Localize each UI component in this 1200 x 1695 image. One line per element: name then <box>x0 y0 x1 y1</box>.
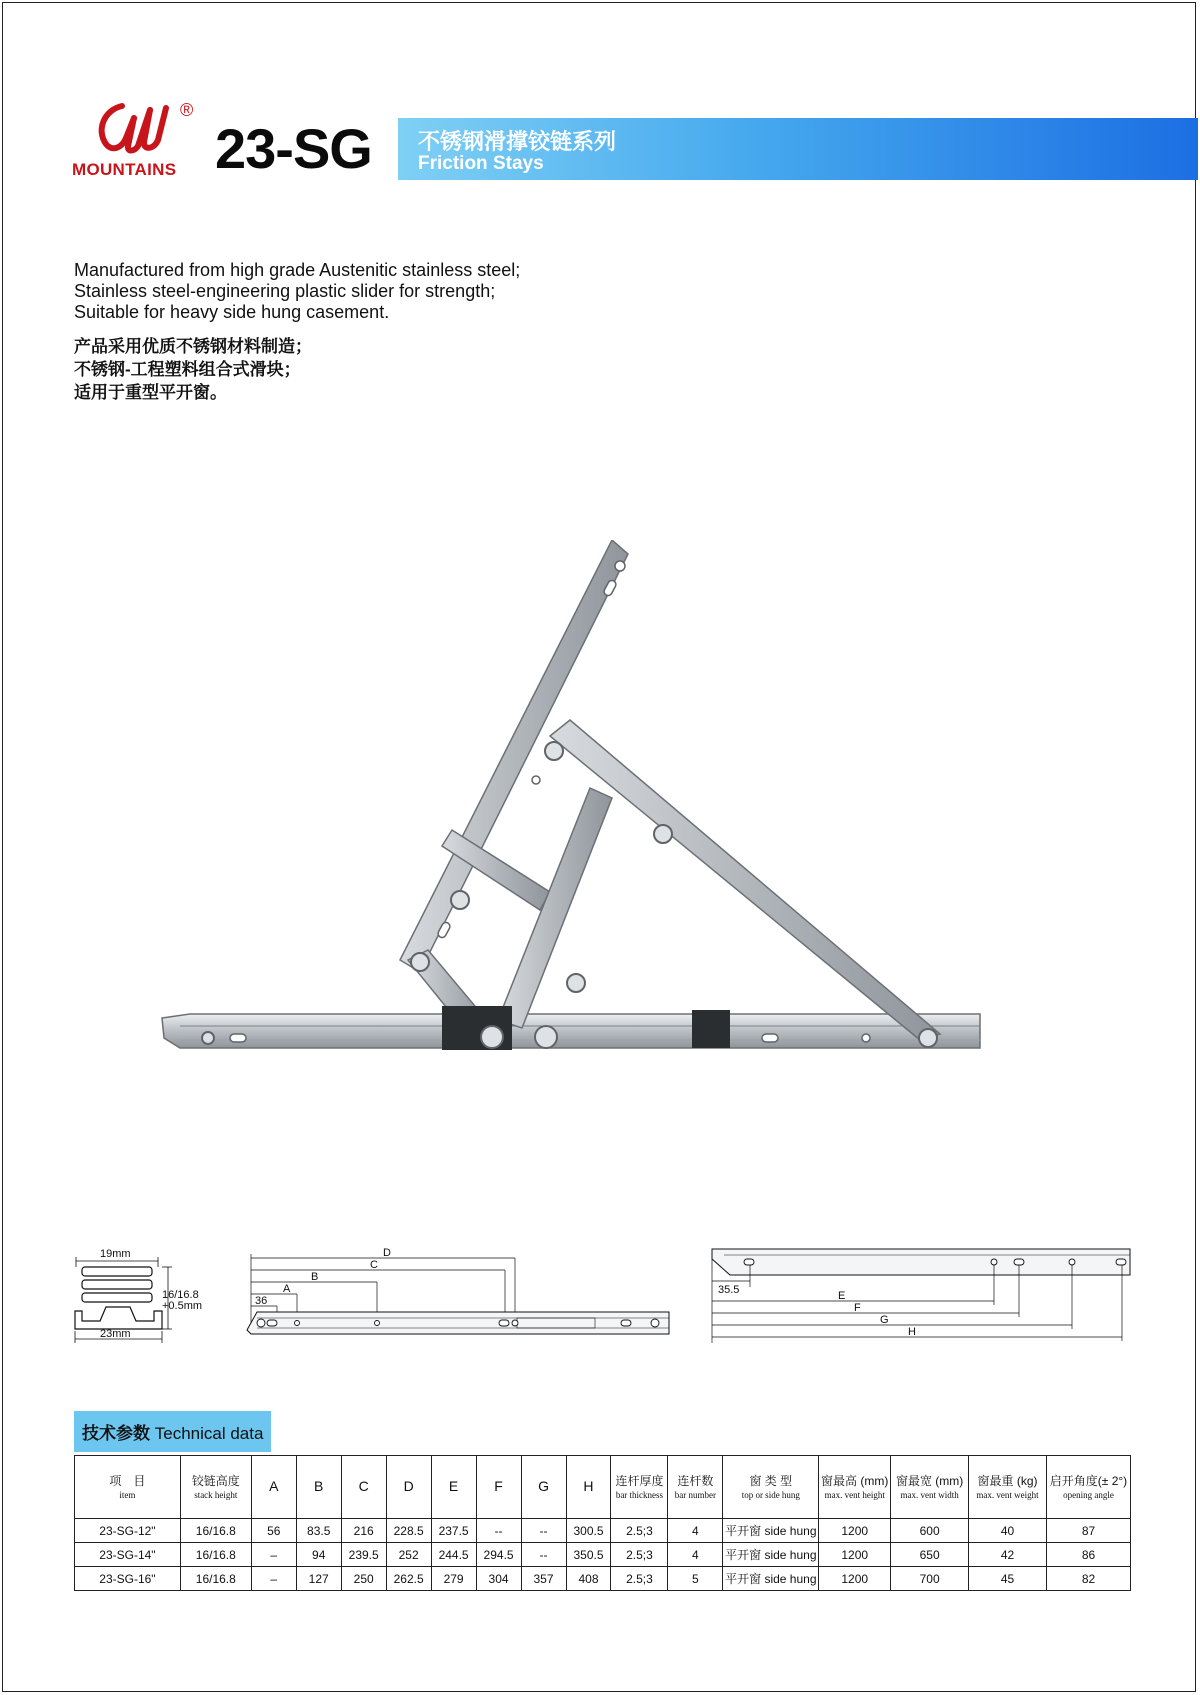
table-cell: 279 <box>431 1567 476 1591</box>
table-cell: 16/16.8 <box>180 1567 251 1591</box>
friction-stay-illustration <box>150 540 990 1080</box>
col-header-max-width: 窗最宽 (mm) max. vent width <box>891 1456 969 1519</box>
table-cell: -- <box>521 1543 566 1567</box>
table-cell: 87 <box>1046 1519 1130 1543</box>
profile-bottom-width: 23mm <box>100 1328 131 1340</box>
table-cell: 2.5;3 <box>611 1543 668 1567</box>
table-cell: 94 <box>296 1543 341 1567</box>
table-cell: 1200 <box>819 1567 891 1591</box>
col-header-hung-type: 窗 类 型 top or side hung <box>723 1456 819 1519</box>
table-cell: 40 <box>969 1519 1047 1543</box>
dim-label-c: C <box>370 1259 378 1271</box>
table-cell: 2.5;3 <box>611 1567 668 1591</box>
table-cell: -- <box>521 1519 566 1543</box>
description-line: Stainless steel-engineering plastic slider for strength; <box>74 281 496 301</box>
table-cell: 127 <box>296 1567 341 1591</box>
table-cell: 650 <box>891 1543 969 1567</box>
table-row <box>75 1543 1131 1567</box>
table-cell: -- <box>476 1519 521 1543</box>
table-cell: 300.5 <box>566 1519 611 1543</box>
table-cell: 平开窗 side hung <box>723 1543 819 1567</box>
profile-height-line1: 16/16.8 <box>162 1289 199 1301</box>
profile-height-line2: +0.5mm <box>162 1300 203 1312</box>
table-cell: 23-SG-16" <box>75 1567 181 1591</box>
table-header-row <box>75 1456 1131 1519</box>
registered-mark: ® <box>180 100 194 120</box>
table-row <box>75 1567 1131 1591</box>
model-number: 23-SG <box>215 117 372 180</box>
table-cell: 2.5;3 <box>611 1519 668 1543</box>
col-header-item: 项 目 item <box>75 1456 181 1519</box>
col-header-f: F <box>476 1456 521 1519</box>
track-dimension-drawing <box>245 1248 675 1338</box>
table-cell: – <box>251 1543 296 1567</box>
technical-title-en: Technical data <box>154 1424 264 1443</box>
description-line: Manufactured from high grade Austenitic stainless steel; <box>74 260 521 280</box>
table-cell: 5 <box>668 1567 723 1591</box>
table-cell: 23-SG-14" <box>75 1543 181 1567</box>
col-header-a: A <box>251 1456 296 1519</box>
table-cell: 600 <box>891 1519 969 1543</box>
table-cell: 700 <box>891 1567 969 1591</box>
table-cell: 平开窗 side hung <box>723 1519 819 1543</box>
col-header-stack-height: 铰链高度 stack height <box>180 1456 251 1519</box>
table-cell: 294.5 <box>476 1543 521 1567</box>
table-cell: 4 <box>668 1519 723 1543</box>
table-cell: 250 <box>341 1567 386 1591</box>
banner-title-cn: 不锈钢滑撑铰链系列 <box>418 129 617 154</box>
brand-name: MOUNTAINS <box>72 160 177 179</box>
description-line: 产品采用优质不锈钢材料制造； <box>74 337 312 356</box>
table-cell: 244.5 <box>431 1543 476 1567</box>
table-row <box>75 1519 1131 1543</box>
table-cell: 408 <box>566 1567 611 1591</box>
table-cell: 1200 <box>819 1519 891 1543</box>
technical-data-title <box>74 1411 271 1452</box>
table-cell: 239.5 <box>341 1543 386 1567</box>
table-cell: 4 <box>668 1543 723 1567</box>
table-cell: 216 <box>341 1519 386 1543</box>
dim-label-d: D <box>383 1248 391 1259</box>
dim-label-b: B <box>311 1271 319 1283</box>
technical-data-table <box>74 1455 1131 1591</box>
description-line: Suitable for heavy side hung casement. <box>74 302 390 322</box>
table-cell: 42 <box>969 1543 1047 1567</box>
dim-label-36: 36 <box>255 1295 268 1307</box>
table-cell: – <box>251 1567 296 1591</box>
table-cell: 16/16.8 <box>180 1519 251 1543</box>
col-header-b: B <box>296 1456 341 1519</box>
dim-label-f: F <box>854 1302 861 1314</box>
table-cell: 252 <box>386 1543 431 1567</box>
banner-title-en: Friction Stays <box>418 153 544 174</box>
col-header-bar-number: 连杆数 bar number <box>668 1456 723 1519</box>
table-cell: 平开窗 side hung <box>723 1567 819 1591</box>
table-cell: 357 <box>521 1567 566 1591</box>
description-en <box>74 260 520 323</box>
table-cell: 1200 <box>819 1543 891 1567</box>
table-cell: 86 <box>1046 1543 1130 1567</box>
table-cell: 56 <box>251 1519 296 1543</box>
col-header-d: D <box>386 1456 431 1519</box>
description-line: 适用于重型平开窗。 <box>74 383 227 402</box>
col-header-max-height: 窗最高 (mm) max. vent height <box>819 1456 891 1519</box>
col-header-bar-thickness: 连杆厚度 bar thickness <box>611 1456 668 1519</box>
table-cell: 304 <box>476 1567 521 1591</box>
technical-title-cn: 技术参数 <box>82 1424 150 1443</box>
table-cell: 350.5 <box>566 1543 611 1567</box>
table-cell: 83.5 <box>296 1519 341 1543</box>
profile-top-width: 19mm <box>100 1248 131 1260</box>
dim-label-35-5: 35.5 <box>718 1284 740 1296</box>
title-banner <box>398 118 1198 180</box>
col-header-g: G <box>521 1456 566 1519</box>
table-cell: 23-SG-12" <box>75 1519 181 1543</box>
col-header-c: C <box>341 1456 386 1519</box>
dim-label-h: H <box>908 1326 916 1338</box>
table-cell: 82 <box>1046 1567 1130 1591</box>
table-cell: 262.5 <box>386 1567 431 1591</box>
dim-label-e: E <box>838 1290 846 1302</box>
col-header-h: H <box>566 1456 611 1519</box>
mountains-logo <box>72 100 202 182</box>
dim-label-a: A <box>283 1283 291 1295</box>
arm-dimension-drawing <box>710 1245 1135 1345</box>
col-header-max-weight: 窗最重 (kg) max. vent weight <box>969 1456 1047 1519</box>
description-line: 不锈钢-工程塑料组合式滑块； <box>74 360 301 379</box>
table-cell: 228.5 <box>386 1519 431 1543</box>
table-cell: 45 <box>969 1567 1047 1591</box>
mountains-logo-mark-icon <box>94 100 174 158</box>
profile-section-drawing <box>72 1245 212 1345</box>
col-header-opening-angle: 启开角度(± 2°) opening angle <box>1046 1456 1130 1519</box>
table-cell: 16/16.8 <box>180 1543 251 1567</box>
description-cn <box>74 335 312 404</box>
dim-label-g: G <box>880 1314 889 1326</box>
table-cell: 237.5 <box>431 1519 476 1543</box>
col-header-e: E <box>431 1456 476 1519</box>
